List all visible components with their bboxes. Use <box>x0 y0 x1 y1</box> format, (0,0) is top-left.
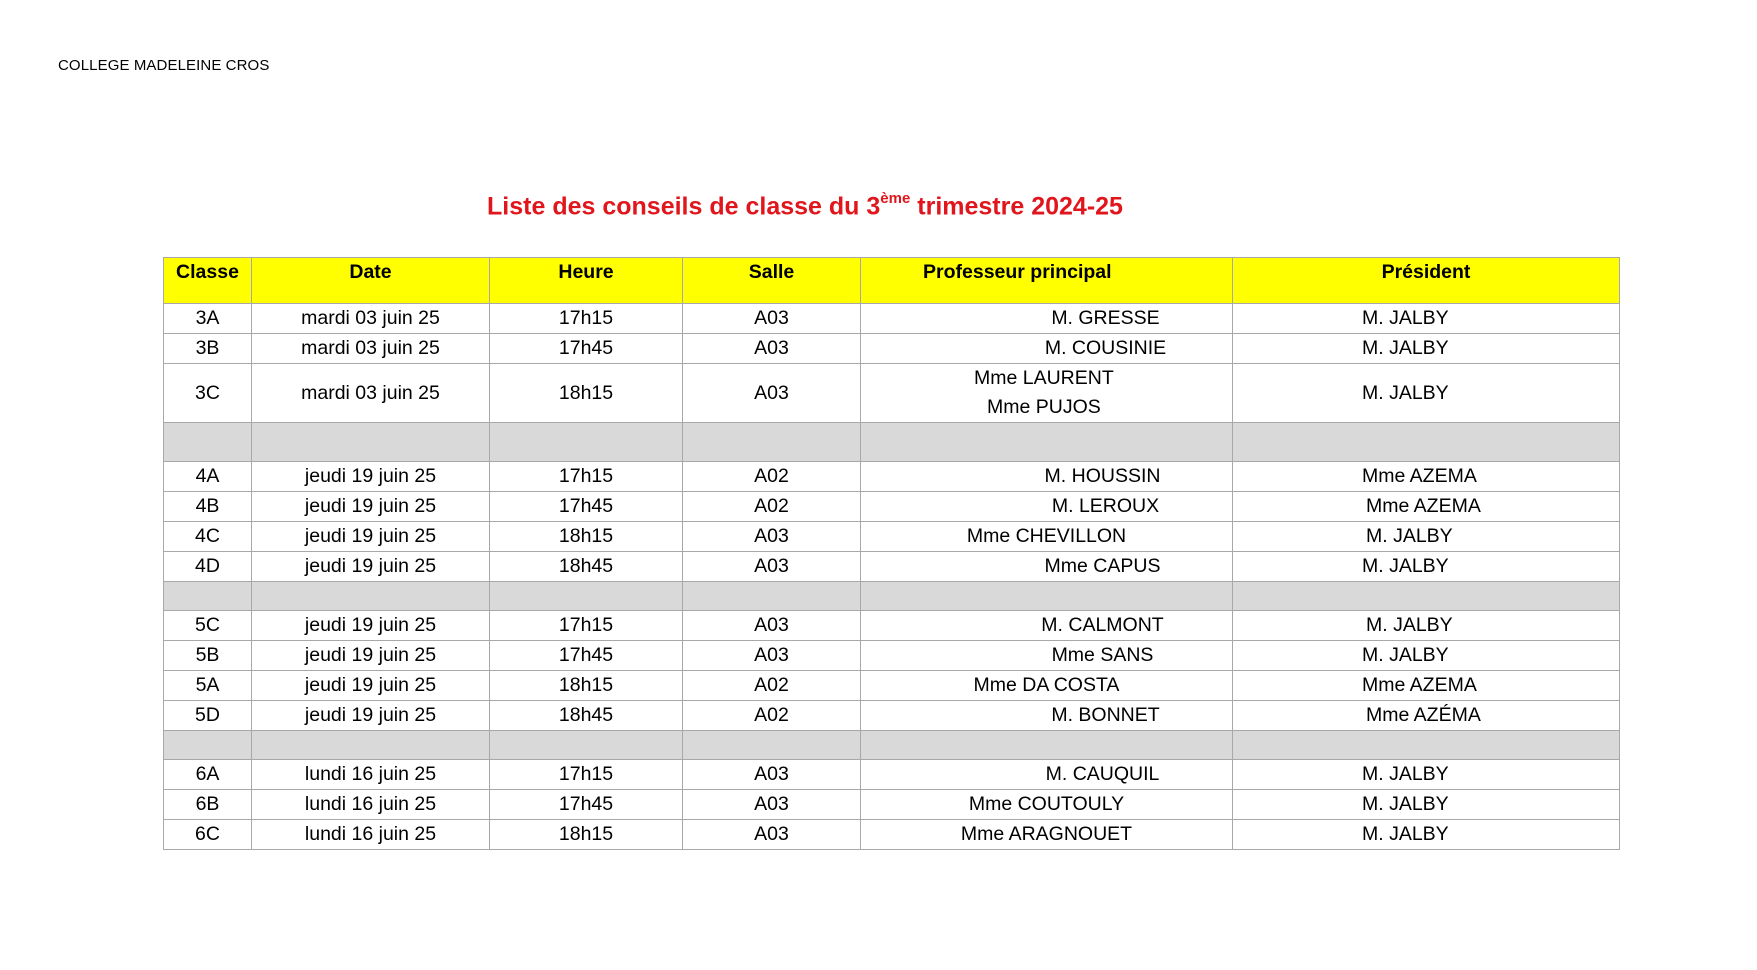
president-name: M. JALBY <box>1362 793 1449 815</box>
class-council-table <box>163 257 1620 850</box>
cell-president <box>1233 820 1620 850</box>
prof-name: Mme SANS <box>1051 644 1154 666</box>
cell-salle: A03 <box>683 641 861 671</box>
cell-date: jeudi 19 juin 25 <box>252 522 490 552</box>
cell-date: jeudi 19 juin 25 <box>252 552 490 582</box>
cell-heure: 18h45 <box>490 701 683 731</box>
cell-classe: 6A <box>164 760 252 790</box>
cell-date: mardi 03 juin 25 <box>252 304 490 334</box>
cell-date: lundi 16 juin 25 <box>252 760 490 790</box>
cell-classe: 4A <box>164 462 252 492</box>
table-row <box>164 701 1620 731</box>
cell-date: jeudi 19 juin 25 <box>252 671 490 701</box>
cell-salle: A03 <box>683 611 861 641</box>
separator-cell <box>1233 423 1620 462</box>
president-name: M. JALBY <box>1362 381 1449 404</box>
cell-heure: 18h15 <box>490 820 683 850</box>
cell-classe: 5C <box>164 611 252 641</box>
cell-president <box>1233 492 1620 522</box>
cell-salle: A03 <box>683 522 861 552</box>
separator-cell <box>1233 731 1620 760</box>
separator-cell <box>1233 582 1620 611</box>
cell-salle: A03 <box>683 334 861 364</box>
cell-classe: 4D <box>164 552 252 582</box>
separator-cell <box>861 582 1233 611</box>
cell-salle: A03 <box>683 790 861 820</box>
prof-name: M. BONNET <box>1051 704 1160 726</box>
cell-prof <box>861 611 1233 641</box>
president-name: M. JALBY <box>1366 525 1453 547</box>
cell-prof <box>861 671 1233 701</box>
table-row <box>164 364 1620 423</box>
cell-salle: A03 <box>683 760 861 790</box>
column-header-classe: Classe <box>164 258 252 304</box>
separator-cell <box>683 731 861 760</box>
prof-name: Mme CAPUS <box>1044 555 1161 577</box>
president-name: Mme AZÉMA <box>1366 704 1481 726</box>
cell-classe: 5D <box>164 701 252 731</box>
cell-prof <box>861 522 1233 552</box>
cell-date: jeudi 19 juin 25 <box>252 701 490 731</box>
header-row <box>164 258 1620 304</box>
cell-president <box>1233 790 1620 820</box>
title-part-1: Liste des conseils de classe du 3 <box>487 192 881 221</box>
cell-prof <box>861 760 1233 790</box>
cell-president <box>1233 611 1620 641</box>
page-title <box>0 192 1610 221</box>
cell-heure: 17h15 <box>490 304 683 334</box>
cell-prof <box>861 641 1233 671</box>
cell-salle: A03 <box>683 820 861 850</box>
prof-name: Mme PUJOS <box>987 396 1101 418</box>
cell-salle: A03 <box>683 552 861 582</box>
cell-prof <box>861 304 1233 334</box>
separator-cell <box>490 731 683 760</box>
president-name: M. JALBY <box>1362 763 1449 785</box>
separator-cell <box>164 423 252 462</box>
cell-date: lundi 16 juin 25 <box>252 820 490 850</box>
cell-date: mardi 03 juin 25 <box>252 334 490 364</box>
cell-date: jeudi 19 juin 25 <box>252 641 490 671</box>
cell-salle: A03 <box>683 364 861 423</box>
table-row <box>164 760 1620 790</box>
cell-prof <box>861 552 1233 582</box>
cell-heure: 17h15 <box>490 611 683 641</box>
separator-cell <box>683 582 861 611</box>
table-row <box>164 462 1620 492</box>
cell-classe: 6B <box>164 790 252 820</box>
prof-name: M. CAUQUIL <box>1045 763 1160 785</box>
table-row <box>164 552 1620 582</box>
president-name: Mme AZEMA <box>1366 495 1481 517</box>
cell-classe: 3C <box>164 364 252 423</box>
cell-president <box>1233 701 1620 731</box>
cell-heure: 18h45 <box>490 552 683 582</box>
cell-prof <box>861 701 1233 731</box>
column-header-heure: Heure <box>490 258 683 304</box>
separator-cell <box>252 731 490 760</box>
table-row <box>164 790 1620 820</box>
cell-classe: 4C <box>164 522 252 552</box>
cell-heure: 17h15 <box>490 760 683 790</box>
cell-heure: 17h15 <box>490 462 683 492</box>
cell-president <box>1233 364 1620 423</box>
cell-prof <box>861 492 1233 522</box>
column-header-president: Président <box>1233 258 1620 304</box>
column-header-date: Date <box>252 258 490 304</box>
cell-classe: 5B <box>164 641 252 671</box>
cell-heure: 17h45 <box>490 492 683 522</box>
cell-salle: A02 <box>683 462 861 492</box>
separator-cell <box>164 731 252 760</box>
table-row <box>164 492 1620 522</box>
cell-date: jeudi 19 juin 25 <box>252 492 490 522</box>
table-row <box>164 641 1620 671</box>
separator-row <box>164 582 1620 611</box>
separator-row <box>164 731 1620 760</box>
president-name: M. JALBY <box>1366 614 1453 636</box>
table-row <box>164 522 1620 552</box>
column-header-professeur-principal: Professeur principal <box>861 258 1233 304</box>
separator-row <box>164 423 1620 462</box>
column-header-salle: Salle <box>683 258 861 304</box>
table-row <box>164 820 1620 850</box>
prof-name: Mme CHEVILLON <box>966 525 1127 547</box>
separator-cell <box>861 423 1233 462</box>
cell-heure: 18h15 <box>490 671 683 701</box>
table-row <box>164 304 1620 334</box>
cell-president <box>1233 641 1620 671</box>
cell-classe: 5A <box>164 671 252 701</box>
president-name: Mme AZEMA <box>1362 465 1477 487</box>
title-superscript: ème <box>880 190 911 207</box>
cell-prof <box>861 462 1233 492</box>
cell-president <box>1233 522 1620 552</box>
cell-date: mardi 03 juin 25 <box>252 364 490 423</box>
cell-president <box>1233 304 1620 334</box>
cell-date: lundi 16 juin 25 <box>252 790 490 820</box>
cell-prof <box>861 790 1233 820</box>
president-name: Mme AZEMA <box>1362 674 1477 696</box>
cell-classe: 6C <box>164 820 252 850</box>
cell-classe: 3A <box>164 304 252 334</box>
president-name: M. JALBY <box>1362 307 1449 329</box>
cell-prof <box>861 820 1233 850</box>
separator-cell <box>490 582 683 611</box>
cell-salle: A02 <box>683 701 861 731</box>
cell-salle: A03 <box>683 304 861 334</box>
prof-name: M. GRESSE <box>1051 307 1160 329</box>
separator-cell <box>683 423 861 462</box>
cell-prof <box>861 364 1233 423</box>
cell-president <box>1233 552 1620 582</box>
cell-president <box>1233 760 1620 790</box>
separator-cell <box>861 731 1233 760</box>
president-name: M. JALBY <box>1362 555 1449 577</box>
cell-president <box>1233 671 1620 701</box>
cell-salle: A02 <box>683 671 861 701</box>
separator-cell <box>252 582 490 611</box>
cell-classe: 3B <box>164 334 252 364</box>
cell-date: jeudi 19 juin 25 <box>252 611 490 641</box>
separator-cell <box>252 423 490 462</box>
cell-president <box>1233 462 1620 492</box>
prof-name: M. HOUSSIN <box>1044 465 1161 487</box>
cell-heure: 17h45 <box>490 641 683 671</box>
table-row <box>164 611 1620 641</box>
prof-name: M. CALMONT <box>1041 614 1164 636</box>
prof-name: Mme LAURENT <box>974 367 1114 389</box>
cell-president <box>1233 334 1620 364</box>
separator-cell <box>164 582 252 611</box>
cell-classe: 4B <box>164 492 252 522</box>
cell-heure: 17h45 <box>490 790 683 820</box>
cell-prof <box>861 334 1233 364</box>
cell-salle: A02 <box>683 492 861 522</box>
cell-date: jeudi 19 juin 25 <box>252 462 490 492</box>
cell-heure: 17h45 <box>490 334 683 364</box>
school-name: COLLEGE MADELEINE CROS <box>58 57 270 74</box>
president-name: M. JALBY <box>1362 337 1449 359</box>
prof-name: Mme DA COSTA <box>973 674 1120 696</box>
prof-name: M. LEROUX <box>1051 495 1160 517</box>
cell-heure: 18h15 <box>490 522 683 552</box>
table-row <box>164 334 1620 364</box>
prof-name: M. COUSINIE <box>1044 337 1167 359</box>
president-name: M. JALBY <box>1362 823 1449 845</box>
table-row <box>164 671 1620 701</box>
prof-name: Mme ARAGNOUET <box>960 823 1133 845</box>
prof-name: Mme COUTOULY <box>968 793 1125 815</box>
separator-cell <box>490 423 683 462</box>
cell-heure: 18h15 <box>490 364 683 423</box>
president-name: M. JALBY <box>1362 644 1449 666</box>
title-part-2: trimestre 2024-25 <box>910 192 1123 221</box>
